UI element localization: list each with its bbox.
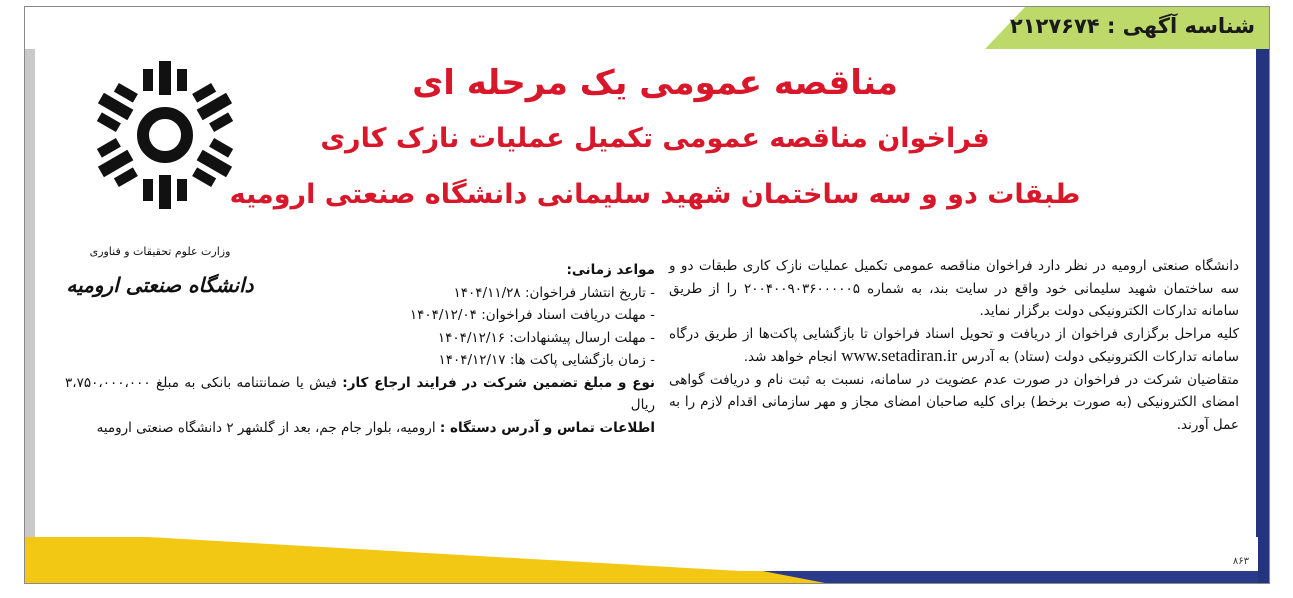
body-paragraph-2-start: کلیه مراحل برگزاری فراخوان از دریافت و تحویل اسناد فراخوان تا بازگشایی پاکت‌ها از طریق درگاه سامانه تدارکات الکترونیکی دولت (ستاد) به آدرس — [669, 325, 1239, 365]
contact-text: ارومیه، بلوار جام جم، بعد از گلشهر ۲ دانشگاه صنعتی ارومیه — [96, 419, 436, 436]
title-line2: فراخوان مناقصه عمومی تکمیل عملیات نازک کاری — [320, 123, 990, 154]
schedule-item: - زمان بازگشایی پاکت ها: ۱۴۰۴/۱۲/۱۷ — [438, 352, 655, 368]
guarantee-paragraph — [65, 372, 655, 417]
page-number: ۸۶۳ — [1232, 556, 1249, 567]
body-right-column — [669, 255, 1239, 436]
contact-paragraph — [65, 417, 655, 440]
guarantee-text: فیش یا ضمانتنامه بانکی به مبلغ ۳،۷۵۰،۰۰۰،۰۰۰ ریال — [65, 374, 655, 413]
ad-id-label: شناسه آگهی : ۲۱۲۷۶۷۴ — [1009, 14, 1255, 38]
university-emblem-icon — [65, 47, 265, 237]
contact-label: اطلاعات تماس و آدرس دستگاه : — [439, 419, 655, 436]
right-rail — [1256, 49, 1269, 584]
schedule-item: - تاریخ انتشار فراخوان: ۱۴۰۴/۱۱/۲۸ — [453, 284, 655, 301]
body-left-column — [65, 259, 655, 439]
university-caption: دانشگاه صنعتی ارومیه — [66, 273, 254, 297]
schedule-heading: مواعد زمانی: — [566, 262, 655, 278]
title-main: مناقصه عمومی یک مرحله ای — [412, 63, 898, 103]
guarantee-label: نوع و مبلغ تضمین شرکت در فرایند ارجاع کار: — [342, 374, 656, 391]
body-paragraph-2 — [669, 323, 1239, 369]
top-band-white — [25, 7, 1025, 49]
university-logo — [55, 47, 255, 297]
body-paragraph-1: دانشگاه صنعتی ارومیه در نظر دارد فراخوان مناقصه عمومی تکمیل عملیات نازک کاری طبقات دو و سه ساختمان شهید سلیمانی خود واقع در سایت بند، به شماره ۲۰۰۴۰۰۹۰۳۶۰۰۰۰۰۵ را از طریق سامانه تدارکات الکترونیکی دولت برگزار نماید. — [669, 258, 1239, 319]
body-paragraph-3: متقاضیان شرکت در فراخوان در صورت عدم عضویت در سامانه، نسبت به ثبت نام و دریافت گواهی امضای الکترونیکی (به صورت برخط) برای کلیه صاحبان امضای مجاز و مهر سازمانی اقدام لازم را به عمل آورند. — [669, 371, 1239, 433]
ministry-caption: وزارت علوم تحقیقات و فناوری — [89, 245, 231, 258]
title-line3: طبقات دو و سه ساختمان شهید سلیمانی دانشگاه صنعتی ارومیه — [229, 179, 1081, 210]
setad-url-link[interactable]: www.setadiran.ir — [841, 346, 958, 365]
ad-frame — [24, 6, 1270, 584]
schedule-item: - مهلت دریافت اسناد فراخوان: ۱۴۰۴/۱۲/۰۴ — [409, 307, 655, 323]
body-paragraph-2-end: انجام خواهد شد. — [743, 349, 837, 365]
left-rail — [25, 7, 35, 584]
schedule-item: - مهلت ارسال پیشنهادات: ۱۴۰۴/۱۲/۱۶ — [437, 329, 655, 346]
